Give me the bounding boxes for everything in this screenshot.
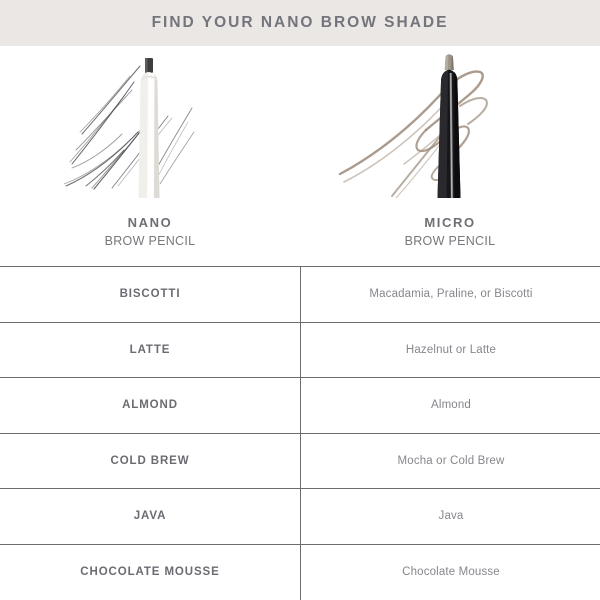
- micro-brow-pencil-image: [300, 46, 600, 198]
- table-row: [0, 267, 600, 323]
- nano-product-name: NANO: [127, 215, 173, 230]
- nano-shade-cell: COLD BREW: [0, 433, 301, 489]
- nano-shade-cell: ALMOND: [0, 378, 301, 434]
- page-header: [0, 0, 600, 46]
- nano-shade-cell: CHOCOLATE MOUSSE: [0, 544, 301, 600]
- product-showcase: [0, 46, 600, 266]
- table-row: [0, 322, 600, 378]
- table-row: [0, 544, 600, 600]
- micro-shade-cell: Chocolate Mousse: [301, 544, 600, 600]
- product-column-micro: [300, 46, 600, 266]
- table-row: [0, 433, 600, 489]
- micro-product-name: MICRO: [424, 215, 476, 230]
- micro-shade-cell: Almond: [301, 378, 600, 434]
- shade-comparison-table: [0, 266, 600, 600]
- micro-shade-cell: Mocha or Cold Brew: [301, 433, 600, 489]
- shade-table-body: [0, 267, 600, 600]
- micro-product-subtitle: BROW PENCIL: [404, 233, 496, 248]
- nano-product-subtitle: BROW PENCIL: [104, 233, 196, 248]
- product-column-nano: [0, 46, 300, 266]
- nano-shade-cell: LATTE: [0, 322, 301, 378]
- nano-product-labels: [105, 198, 196, 249]
- micro-shade-cell: Macadamia, Praline, or Biscotti: [301, 267, 600, 323]
- page-title: FIND YOUR NANO BROW SHADE: [151, 14, 449, 31]
- micro-shade-cell: Hazelnut or Latte: [301, 322, 600, 378]
- nano-shade-cell: JAVA: [0, 489, 301, 545]
- micro-shade-cell: Java: [301, 489, 600, 545]
- nano-brow-pencil-image: [0, 46, 300, 198]
- table-row: [0, 489, 600, 545]
- table-row: [0, 378, 600, 434]
- nano-shade-cell: BISCOTTI: [0, 267, 301, 323]
- micro-product-labels: [405, 198, 496, 249]
